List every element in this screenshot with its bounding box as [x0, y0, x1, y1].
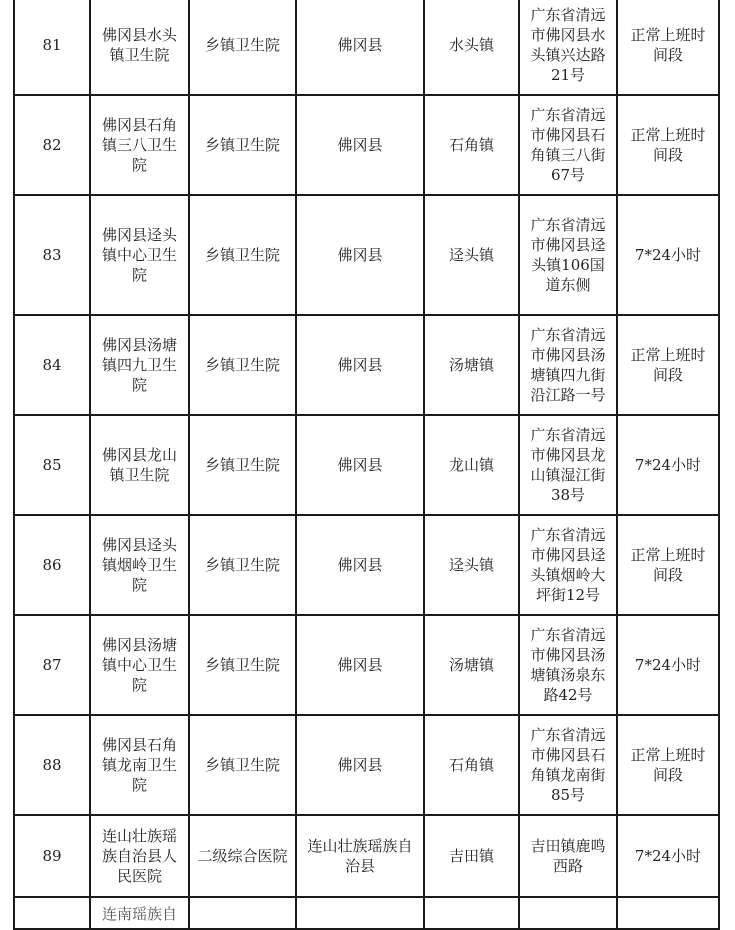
facility-type-cell: 乡镇卫生院: [189, 515, 296, 615]
facility-name-cell: [90, 897, 189, 929]
table-row: [14, 715, 719, 815]
address-cell: 广东省清远市佛冈县汤塘镇四九街沿江路一号: [519, 315, 617, 415]
facility-type-cell: 乡镇卫生院: [189, 195, 296, 315]
county-cell: 佛冈县: [296, 615, 424, 715]
facility-name-cell: 佛冈县龙山镇卫生院: [90, 415, 189, 515]
row-number-cell: 81: [14, 0, 90, 95]
address-cell: 吉田镇鹿鸣西路: [519, 815, 617, 897]
table-row: [14, 815, 719, 897]
table-row: [14, 95, 719, 195]
facility-name-cell: 佛冈县汤塘镇中心卫生院: [90, 615, 189, 715]
county-cell: 佛冈县: [296, 0, 424, 95]
row-number-cell: 84: [14, 315, 90, 415]
town-cell: 吉田镇: [424, 815, 519, 897]
facility-table: [13, 0, 720, 930]
facility-name-cell: 佛冈县石角镇三八卫生院: [90, 95, 189, 195]
address-cell: 广东省清远市佛冈县龙山镇湿江街38号: [519, 415, 617, 515]
facility-table-container: [13, 0, 718, 930]
service-hours-cell: 正常上班时间段: [617, 0, 719, 95]
facility-type-cell: 乡镇卫生院: [189, 715, 296, 815]
service-hours-cell: 正常上班时间段: [617, 715, 719, 815]
facility-type-cell: 乡镇卫生院: [189, 95, 296, 195]
row-number-cell: 89: [14, 815, 90, 897]
table-row-partial: [14, 897, 719, 929]
town-cell: 水头镇: [424, 0, 519, 95]
address-cell: 广东省清远市佛冈县石角镇三八街67号: [519, 95, 617, 195]
town-cell: 石角镇: [424, 715, 519, 815]
address-cell: 广东省清远市佛冈县石角镇龙南街85号: [519, 715, 617, 815]
facility-type-cell: 乡镇卫生院: [189, 415, 296, 515]
service-hours-cell: 7*24小时: [617, 815, 719, 897]
table-cell: [189, 897, 296, 929]
town-cell: 石角镇: [424, 95, 519, 195]
table-row: [14, 515, 719, 615]
row-number-cell: 88: [14, 715, 90, 815]
service-hours-cell: 正常上班时间段: [617, 95, 719, 195]
address-cell: 广东省清远市佛冈县水头镇兴达路21号: [519, 0, 617, 95]
row-number-cell: 85: [14, 415, 90, 515]
service-hours-cell: 7*24小时: [617, 195, 719, 315]
facility-table-body: [14, 0, 719, 929]
facility-name-cell: 佛冈县石角镇龙南卫生院: [90, 715, 189, 815]
table-cell: [424, 897, 519, 929]
county-cell: 佛冈县: [296, 715, 424, 815]
table-row: [14, 315, 719, 415]
table-cell: [14, 897, 90, 929]
table-row: [14, 195, 719, 315]
county-cell: 佛冈县: [296, 195, 424, 315]
county-cell: 佛冈县: [296, 415, 424, 515]
town-cell: 迳头镇: [424, 515, 519, 615]
service-hours-cell: 正常上班时间段: [617, 515, 719, 615]
facility-name-cell: 佛冈县迳头镇烟岭卫生院: [90, 515, 189, 615]
facility-name-cell: 佛冈县水头镇卫生院: [90, 0, 189, 95]
address-cell: 广东省清远市佛冈县迳头镇106国道东侧: [519, 195, 617, 315]
town-cell: 汤塘镇: [424, 615, 519, 715]
county-cell: 佛冈县: [296, 95, 424, 195]
table-row: [14, 415, 719, 515]
facility-type-cell: 乡镇卫生院: [189, 0, 296, 95]
facility-name-cell: 佛冈县迳头镇中心卫生院: [90, 195, 189, 315]
row-number-cell: 86: [14, 515, 90, 615]
partial-facility-name: 连南瑶族自: [101, 905, 177, 923]
facility-name-cell: 佛冈县汤塘镇四九卫生院: [90, 315, 189, 415]
town-cell: 迳头镇: [424, 195, 519, 315]
county-cell: 佛冈县: [296, 515, 424, 615]
table-row: [14, 0, 719, 95]
facility-type-cell: 二级综合医院: [189, 815, 296, 897]
facility-type-cell: 乡镇卫生院: [189, 315, 296, 415]
address-cell: 广东省清远市佛冈县迳头镇烟岭大坪街12号: [519, 515, 617, 615]
table-cell: [617, 897, 719, 929]
county-cell: 佛冈县: [296, 315, 424, 415]
address-cell: 广东省清远市佛冈县汤塘镇汤泉东路42号: [519, 615, 617, 715]
county-cell: 连山壮族瑶族自治县: [296, 815, 424, 897]
service-hours-cell: 正常上班时间段: [617, 315, 719, 415]
table-cell: [296, 897, 424, 929]
town-cell: 汤塘镇: [424, 315, 519, 415]
table-row: [14, 615, 719, 715]
town-cell: 龙山镇: [424, 415, 519, 515]
table-cell: [519, 897, 617, 929]
row-number-cell: 83: [14, 195, 90, 315]
row-number-cell: 87: [14, 615, 90, 715]
facility-type-cell: 乡镇卫生院: [189, 615, 296, 715]
service-hours-cell: 7*24小时: [617, 415, 719, 515]
service-hours-cell: 7*24小时: [617, 615, 719, 715]
facility-name-cell: 连山壮族瑶族自治县人民医院: [90, 815, 189, 897]
row-number-cell: 82: [14, 95, 90, 195]
